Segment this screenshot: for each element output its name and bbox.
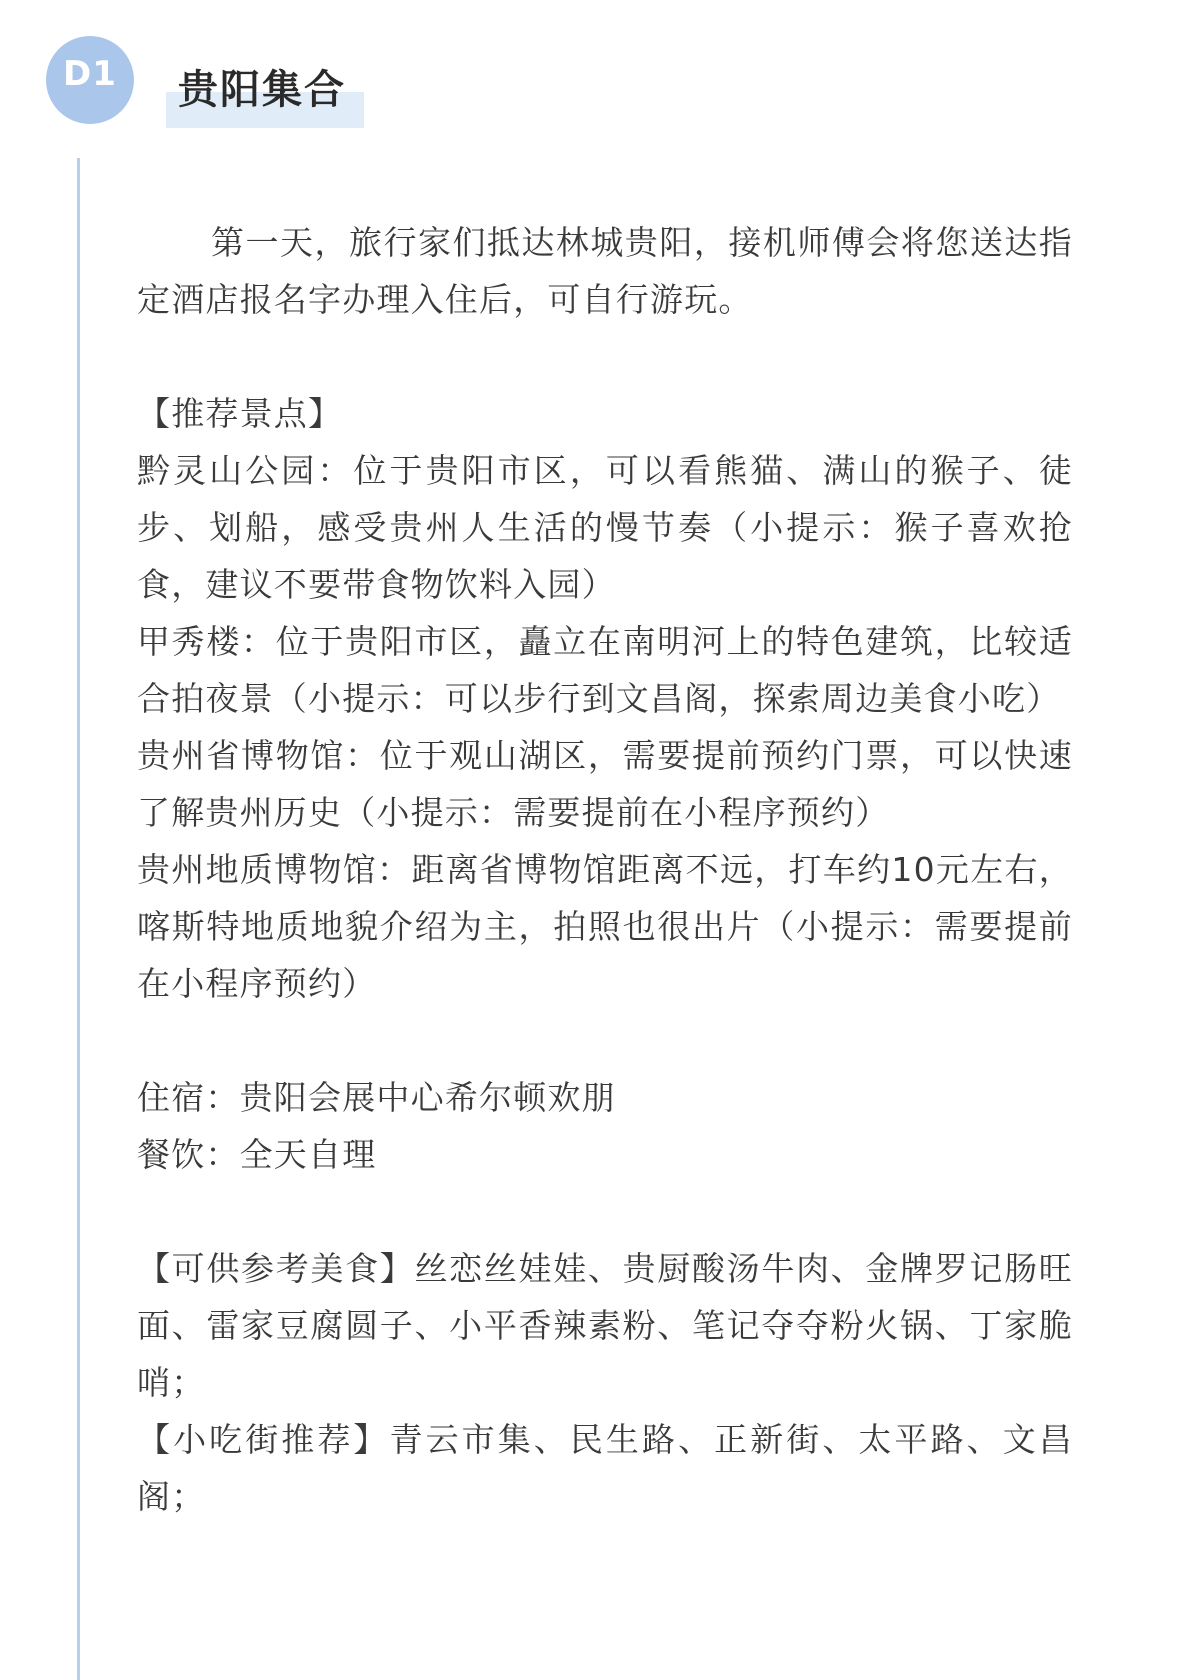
snack-street-recommendations: 【小吃街推荐】青云市集、民生路、正新街、太平路、文昌阁；	[137, 1420, 1073, 1516]
meals-line: 餐饮：全天自理	[137, 1135, 377, 1174]
timeline-line	[77, 158, 80, 1680]
spacer	[137, 328, 1073, 385]
attraction-item: 贵州省博物馆：位于观山湖区，需要提前预约门票，可以快速了解贵州历史（小提示：需要提前在小程序预约）	[137, 736, 1073, 832]
intro-paragraph: 第一天，旅行家们抵达林城贵阳，接机师傅会将您送达指定酒店报名字办理入住后，可自行游玩。	[137, 223, 1073, 319]
attraction-item: 黔灵山公园：位于贵阳市区，可以看熊猫、满山的猴子、徒步、划船，感受贵州人生活的慢节奏（小提示：猴子喜欢抢食，建议不要带食物饮料入园）	[137, 451, 1073, 604]
spacer	[137, 1183, 1073, 1240]
day-badge: D1	[46, 36, 134, 124]
spacer	[137, 1012, 1073, 1069]
attractions-heading: 【推荐景点】	[137, 394, 343, 433]
accommodation-line: 住宿：贵阳会展中心希尔顿欢朋	[137, 1078, 616, 1117]
food-recommendations: 【可供参考美食】丝恋丝娃娃、贵厨酸汤牛肉、金牌罗记肠旺面、雷家豆腐圆子、小平香辣素粉、笔记夺夺粉火锅、丁家脆哨；	[137, 1249, 1073, 1402]
day-content	[137, 214, 1073, 1525]
day-title: 贵阳集合	[178, 67, 346, 113]
attraction-item: 贵州地质博物馆：距离省博物馆距离不远，打车约10元左右，喀斯特地质地貌介绍为主，拍照也很出片（小提示：需要提前在小程序预约）	[137, 850, 1073, 1003]
attraction-item: 甲秀楼：位于贵阳市区，矗立在南明河上的特色建筑，比较适合拍夜景（小提示：可以步行到文昌阁，探索周边美食小吃）	[137, 622, 1073, 718]
